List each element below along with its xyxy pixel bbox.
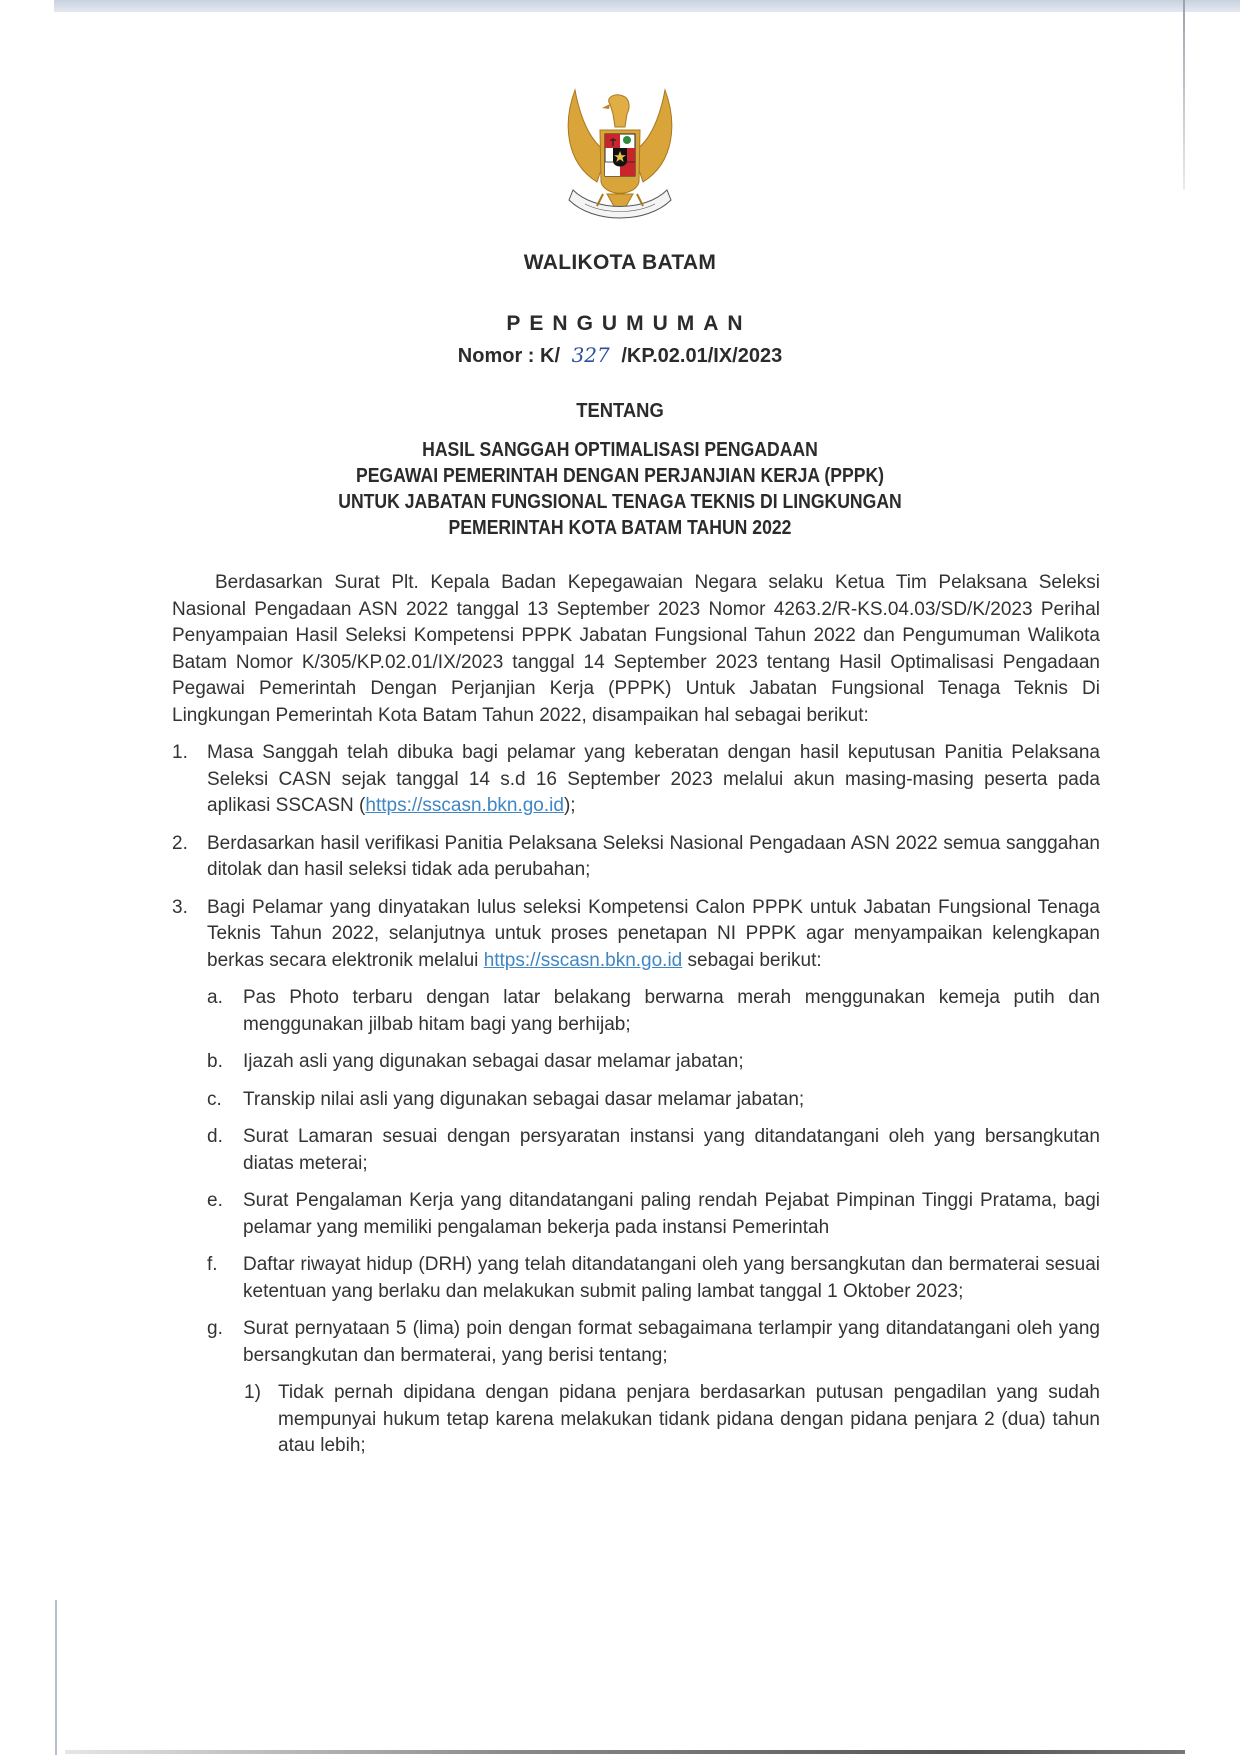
- list-marker: 3.: [172, 896, 188, 918]
- title-line: PEMERINTAH KOTA BATAM TAHUN 2022: [448, 517, 792, 539]
- sublist-marker: b.: [207, 1051, 223, 1072]
- sublist-item-c: [207, 1087, 1100, 1114]
- document-body: [172, 570, 1100, 1471]
- sublist-marker: c.: [207, 1088, 222, 1110]
- sublist-item-text: Surat Pengalaman Kerja yang ditandatangani paling rendah Pejabat Pimpinan Tinggi Pratama, bagi pelamar yang memiliki pengalaman bekerja pada instansi Pemerintah: [243, 1190, 1100, 1238]
- sublist-item-e: [207, 1188, 1100, 1241]
- sublist-item-g: [207, 1316, 1100, 1369]
- sublist-item-a: [207, 985, 1100, 1038]
- list-item-3: [172, 895, 1100, 975]
- sublist-item-d: [207, 1124, 1100, 1177]
- list-item-2: [172, 831, 1100, 884]
- garuda-emblem-icon: [555, 82, 685, 237]
- sublist-item-text: Pas Photo terbaru dengan latar belakang berwarna merah menggunakan kemeja putih dan menggunakan jilbab hitam bagi yang berhijab;: [243, 987, 1100, 1035]
- sublist-item-text: Surat pernyataan 5 (lima) poin dengan format sebagaimana terlampir yang ditandatangani oleh yang bersangkutan dan bermaterai, yang berisi tentang;: [243, 1318, 1100, 1366]
- statement-marker: 1): [244, 1382, 261, 1403]
- list-item-1: [172, 740, 1100, 820]
- document-number-suffix: /KP.02.01/IX/2023: [621, 345, 783, 367]
- document-number-prefix: Nomor : K/: [457, 345, 561, 367]
- intro-paragraph: Berdasarkan Surat Plt. Kepala Badan Kepegawaian Negara selaku Ketua Tim Pelaksana Seleksi Nasional Pengadaan ASN 2022 tanggal 13 September 2023 Nomor 4263.2/R-KS.04.03/SD/K/2023 Perihal Penyampaian Hasil Seleksi Kompetensi PPPK Jabatan Fungsional Tahun 2022 dan Pengumuman Walikota Batam Nomor K/305/KP.02.01/IX/2023 tanggal 14 September 2023 tentang Hasil Optimalisasi Pengadaan Pegawai Pemerintah Dengan Perjanjian Kerja (PPPK) Untuk Jabatan Fungsional Tenaga Teknis Di Lingkungan Pemerintah Kota Batam Tahun 2022, disampaikan hal sebagai berikut:: [172, 572, 1100, 726]
- sublist-item-f: [207, 1252, 1100, 1305]
- statement-point-1: [244, 1380, 1100, 1460]
- sublist-item-b: [207, 1049, 1100, 1076]
- scan-edge-bottom: [65, 1750, 1185, 1754]
- list-item-text-end: );: [563, 795, 576, 816]
- list-marker: 1.: [172, 742, 188, 763]
- sscasn-link[interactable]: https://sscasn.bkn.go.id: [483, 949, 683, 971]
- title-line: UNTUK JABATAN FUNGSIONAL TENAGA TEKNIS DI LINGKUNGAN: [338, 491, 902, 513]
- sublist-marker: g.: [207, 1318, 223, 1339]
- scan-edge-top: [54, 0, 1240, 12]
- title-line: HASIL SANGGAH OPTIMALISASI PENGADAAN: [422, 439, 818, 461]
- list-marker: 2.: [172, 832, 188, 854]
- sublist-item-text: Transkip nilai asli yang digunakan sebagai dasar melamar jabatan;: [243, 1088, 805, 1110]
- about-label: TENTANG: [576, 400, 664, 422]
- issuer-heading: WALIKOTA BATAM: [523, 251, 717, 274]
- sublist-marker: d.: [207, 1126, 223, 1147]
- scan-edge-right: [1183, 0, 1185, 190]
- list-item-text-end: sebagai berikut:: [682, 949, 822, 971]
- sublist-item-text: Daftar riwayat hidup (DRH) yang telah ditandatangani oleh yang bersangkutan dan bermaterai sesuai ketentuan yang berlaku dan melakukan submit paling lambat tanggal 1 Oktober 2023;: [243, 1254, 1100, 1302]
- document-number-handwritten: 327: [571, 343, 610, 367]
- document-number: [0, 343, 1240, 368]
- list-item-text: Masa Sanggah telah dibuka bagi pelamar yang keberatan dengan hasil keputusan Panitia Pelaksana Seleksi CASN sejak tanggal 14 s.d 16 September 2023 melalui akun masing-masing peserta pada aplikasi SSCASN (: [207, 742, 1100, 816]
- statement-text: Tidak pernah dipidana dengan pidana penjara berdasarkan putusan pengadilan yang sudah mempunyai hukum tetap karena melakukan tidank pidana dengan pidana penjara 2 (dua) tahun atau lebih;: [278, 1382, 1100, 1456]
- sublist-marker: a.: [207, 987, 223, 1008]
- sublist-marker: f.: [207, 1254, 218, 1275]
- sscasn-link[interactable]: https://sscasn.bkn.go.id: [365, 795, 564, 816]
- list-item-text: Berdasarkan hasil verifikasi Panitia Pelaksana Seleksi Nasional Pengadaan ASN 2022 semua sanggahan ditolak dan hasil seleksi tidak ada perubahan;: [207, 832, 1100, 880]
- document-type-heading: PENGUMUMAN: [506, 312, 752, 335]
- document-title: [74, 437, 1165, 541]
- sublist-item-text: Ijazah asli yang digunakan sebagai dasar melamar jabatan;: [243, 1051, 744, 1072]
- scan-edge-left: [55, 1600, 57, 1755]
- sublist-item-text: Surat Lamaran sesuai dengan persyaratan instansi yang ditandatangani oleh yang bersangkutan diatas meterai;: [243, 1126, 1100, 1174]
- title-line: PEGAWAI PEMERINTAH DENGAN PERJANJIAN KERJA (PPPK): [355, 465, 885, 487]
- list-item-text: Bagi Pelamar yang dinyatakan lulus seleksi Kompetensi Calon PPPK untuk Jabatan Fungsional Tenaga Teknis Tahun 2022, selanjutnya untuk proses penetapan NI PPPK agar menyampaikan kelengkapan berkas secara elektronik melalui: [207, 896, 1100, 971]
- sublist-marker: e.: [207, 1190, 223, 1211]
